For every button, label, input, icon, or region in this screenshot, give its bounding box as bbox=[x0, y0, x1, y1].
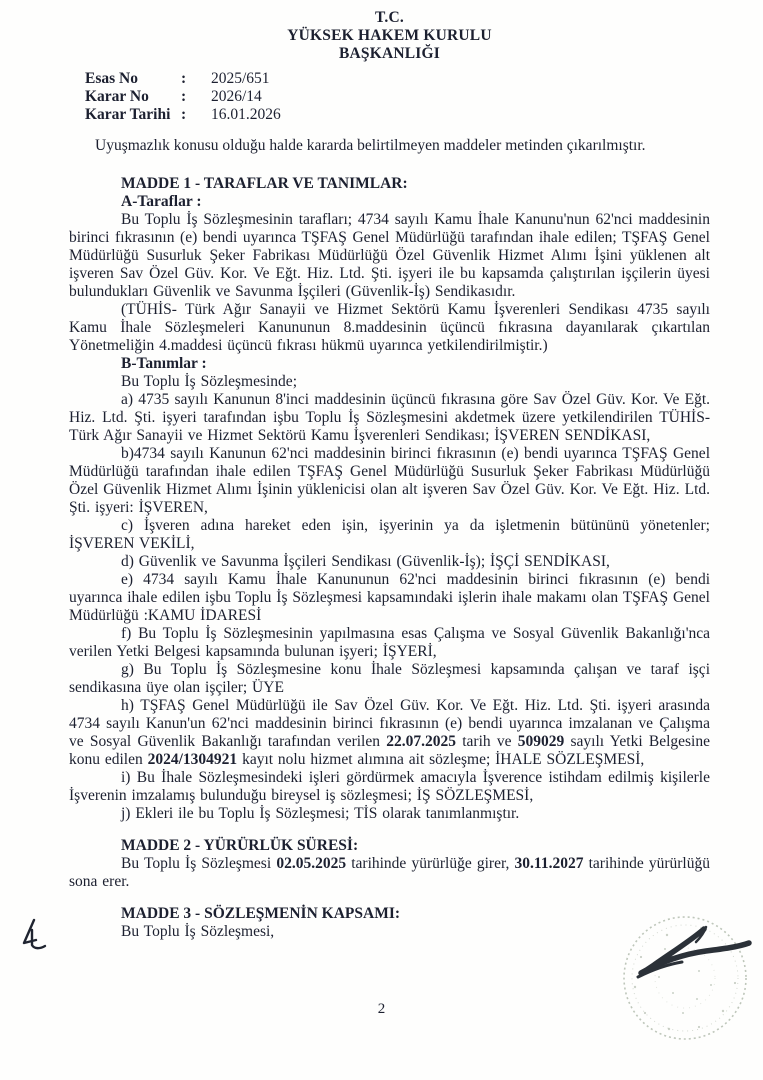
tuhis-note-paragraph: (TÜHİS- Türk Ağır Sanayii ve Hizmet Sektörü Kamu İşverenleri Sendikası 4735 sayılı Kamu İhale Sözleşmeleri Kanununun 8.maddesinin üçüncü fıkrasına dayanılarak çıkartılan Yönetmeliğin 4.maddesi üçüncü fıkrası hükmü uyarınca yetkilendirilmiştir.) bbox=[69, 301, 710, 354]
official-round-stamp bbox=[607, 905, 760, 1057]
case-info-block bbox=[85, 70, 710, 124]
signature-scribble bbox=[638, 927, 749, 977]
letterhead bbox=[69, 9, 710, 63]
case-row-karar-no bbox=[85, 88, 710, 106]
scope-paragraph: Bu Toplu İş Sözleşmesi, bbox=[121, 923, 275, 940]
section-b-heading: B-Tanımlar : bbox=[121, 355, 207, 372]
document-body bbox=[69, 9, 710, 941]
case-value: 16.01.2026 bbox=[211, 106, 281, 123]
definition-item-g: g) Bu Toplu İş Sözleşmesine konu İhale Sözleşmesi kapsamında çalışan ve taraf işçi sendikasına üye olan işçiler; ÜYE bbox=[69, 661, 710, 696]
letterhead-org: YÜKSEK HAKEM KURULU bbox=[287, 27, 492, 44]
case-separator: : bbox=[181, 88, 187, 105]
case-separator: : bbox=[181, 106, 187, 123]
definition-item-f: f) Bu Toplu İş Sözleşmesinin yapılmasına esas Çalışma ve Sosyal Güvenlik Bakanlığı'nca verilen Yetki Belgesi kapsamında bulunan işyeri; İŞYERİ, bbox=[69, 625, 710, 660]
handwritten-pen-mark bbox=[19, 914, 59, 962]
stamp-ring bbox=[624, 917, 746, 1039]
madde1-title: MADDE 1 - TARAFLAR VE TANIMLAR: bbox=[121, 175, 408, 192]
definition-item-i: i) Bu İhale Sözleşmesindeki işleri gördürmek amacıyla İşverence istihdam edilmiş kişilerle İşverenin imzalamış bulunduğu bireysel iş sözleşmesi; İŞ SÖZLEŞMESİ, bbox=[69, 769, 710, 804]
case-value: 2025/651 bbox=[211, 70, 270, 87]
letterhead-unit: BAŞKANLIĞI bbox=[338, 45, 441, 62]
definitions-intro: Bu Toplu İş Sözleşmesinde; bbox=[121, 373, 297, 390]
case-label: Karar Tarihi bbox=[85, 106, 171, 123]
exclusion-note: Uyuşmazlık konusu olduğu halde kararda belirtilmeyen maddeler metinden çıkarılmıştır. bbox=[95, 137, 646, 154]
case-label: Esas No bbox=[85, 70, 138, 87]
case-label: Karar No bbox=[85, 88, 149, 105]
page-number: 2 bbox=[377, 1001, 386, 1017]
definition-item-e: e) 4734 sayılı Kamu İhale Kanununun 62'nci maddesinin birinci fıkrasının (e) bendi uyarınca ihale edilen işbu Toplu İş Sözleşmesi kapsamındaki işlerin ihale makamı olan TŞFAŞ Genel Müdürlüğü :KAMU İDARESİ bbox=[69, 571, 710, 624]
definition-item-h: h) TŞFAŞ Genel Müdürlüğü ile Sav Özel Güv. Kor. Ve Eğt. Hiz. Ltd. Şti. işyeri arasında 4734 sayılı Kanun'un 62'nci maddesinin birinci fıkrasının (e) bendi uyarınca imzalanan ve Çalışma ve Sosyal Güvenlik Bakanlığı tarafından verilen 22.07.2025 tarih ve 509029 sayılı Yetki Belgesine konu edilen 2024/1304921 kayıt nolu hizmet alımına ait sözleşme; İHALE SÖZLEŞMESİ, bbox=[69, 697, 710, 768]
case-value: 2026/14 bbox=[211, 88, 262, 105]
case-row-esas-no bbox=[85, 70, 710, 88]
case-separator: : bbox=[181, 70, 187, 87]
parties-paragraph: Bu Toplu İş Sözleşmesinin tarafları; 4734 sayılı Kamu İhale Kanunu'nun 62'nci maddesinin birinci fıkrasının (e) bendi uyarınca TŞFAŞ Genel Müdürlüğü tarafından ihale edilen; TŞFAŞ Genel Müdürlüğü Susurluk Şeker Fabrikası Müdürlüğü Özel Güvenlik Hizmet Alımı İşini yüklenen alt işveren Sav Özel Güv. Kor. Ve Eğt. Hiz. Ltd. Şti. işyeri ile bu kapsamda çalıştırılan işçilerin üyesi bulundukları Güvenlik ve Savunma İşçileri (Güvenlik-İş) Sendikasıdır. bbox=[69, 211, 710, 300]
letterhead-tc: T.C. bbox=[375, 9, 404, 26]
validity-paragraph: Bu Toplu İş Sözleşmesi 02.05.2025 tarihinde yürürlüğe girer, 30.11.2027 tarihinde yürürlüğü sona erer. bbox=[69, 855, 710, 890]
definition-item-a: a) 4735 sayılı Kanunun 8'inci maddesinin üçüncü fıkrasına göre Sav Özel Güv. Kor. Ve Eğt. Hiz. Ltd. Şti. işyeri tarafından işbu Toplu İş Sözleşmesini akdetmek üzere yetkilendirilen TÜHİS- Türk Ağır Sanayii ve Hizmet Sektörü Kamu İşverenleri Sendikası; İŞVEREN SENDİKASI, bbox=[69, 391, 710, 444]
case-row-karar-tarihi bbox=[85, 106, 710, 124]
definition-item-b: b)4734 sayılı Kanunun 62'nci maddesinin birinci fıkrasının (e) bendi uyarınca TŞFAŞ Genel Müdürlüğü tarafından ihale edilen TŞFAŞ Genel Müdürlüğü Susurluk Şeker Fabrikası Müdürlüğü Özel Güvenlik Hizmet Alımı İşinin yüklenicisi olan alt işveren Sav Özel Güv. Kor. Ve Eğt. Hiz. Ltd. Şti. işyeri: İŞVEREN, bbox=[69, 445, 710, 516]
section-a-heading: A-Taraflar : bbox=[121, 193, 202, 210]
definition-item-j: j) Ekleri ile bu Toplu İş Sözleşmesi; TİS olarak tanımlanmıştır. bbox=[121, 805, 520, 822]
definition-item-d: d) Güvenlik ve Savunma İşçileri Sendikası (Güvenlik-İş); İŞÇİ SENDİKASI, bbox=[121, 553, 610, 570]
madde3-title: MADDE 3 - SÖZLEŞMENİN KAPSAMI: bbox=[121, 905, 401, 922]
definition-item-c: c) İşveren adına hareket eden işin, işyerinin ya da işletmenin bütününü yönetenler; İŞVEREN VEKİLİ, bbox=[69, 517, 710, 552]
madde2-title: MADDE 2 - YÜRÜRLÜK SÜRESİ: bbox=[121, 837, 359, 854]
